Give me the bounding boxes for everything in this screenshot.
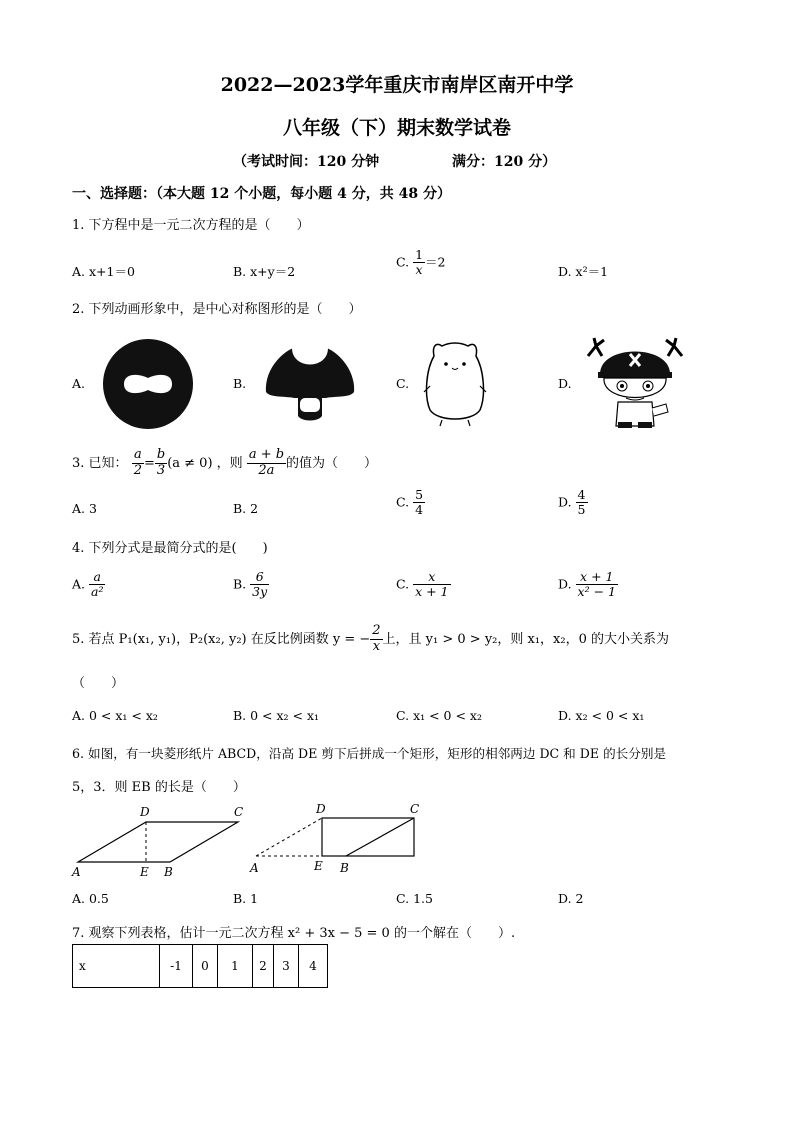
q3-c-fraction (413, 488, 425, 518)
exam-time: （考试时间：120 分钟 (233, 154, 380, 170)
q3-frac-b (155, 448, 167, 479)
q3-c-label: C. (396, 494, 410, 510)
q7-table (72, 944, 328, 988)
q2-label-d: D. (558, 376, 572, 391)
q3-f3-den: 2a (258, 462, 275, 478)
q3-option-b: B. 2 (233, 501, 259, 516)
q2-figure-d (582, 334, 688, 434)
q4-d-label: D. (558, 576, 572, 592)
q3-d-fraction (576, 488, 588, 518)
q4-option-a (72, 570, 105, 600)
q1-stem: 1. 下方程中是一元二次方程的是（ ） (72, 218, 310, 233)
q2-figure-b (262, 340, 358, 426)
q5-f-num: 2 (372, 623, 381, 638)
q4-a-num: a (89, 570, 105, 585)
q1-option-d: D. x²＝1 (558, 264, 609, 279)
q6-label-e1: E (140, 865, 149, 879)
q6-label-a2: A (250, 861, 259, 875)
q1-c-num: 1 (415, 247, 424, 262)
q3-c-num: 5 (415, 487, 424, 502)
q6-option-a: A. 0.5 (72, 891, 109, 906)
q4-b-num: 6 (250, 570, 269, 585)
q3-eq: = (143, 455, 155, 471)
q6-option-c: C. 1.5 (396, 891, 433, 906)
q7-cell: 4 (299, 945, 328, 988)
q4-d-num: x + 1 (576, 570, 618, 585)
q7-cell: 0 (193, 945, 218, 988)
q3-frac-c (247, 448, 286, 479)
q5-stem-a: 5. 若点 P₁(x₁, y₁)，P₂(x₂, y₂) 在反比例函数 y = − (72, 631, 371, 647)
q4-b-fraction (250, 570, 269, 600)
q7-cell-header: x (73, 945, 160, 988)
q2-figure-c (420, 336, 490, 428)
q6-option-d: D. 2 (558, 891, 584, 906)
q5-option-c: C. x₁ < 0 < x₂ (396, 708, 482, 723)
q7-stem: 7. 观察下列表格，估计一元二次方程 x² + 3x − 5 = 0 的一个解在（ ）. (72, 926, 516, 941)
q3-d-label: D. (558, 494, 572, 510)
q6-stem-line1: 6. 如图，有一块菱形纸片 ABCD，沿高 DE 剪下后拼成一个矩形，矩形的相邻两边 DC 和 DE 的长分别是 (72, 746, 667, 761)
q2-stem: 2. 下列动画形象中，是中心对称图形的是（ ） (72, 302, 362, 317)
q4-b-den: 3y (252, 584, 268, 600)
q7-cell: 3 (274, 945, 299, 988)
q4-option-d (558, 570, 618, 600)
q3-option-a: A. 3 (72, 501, 97, 516)
q4-stem: 4. 下列分式是最简分式的是( ) (72, 541, 268, 556)
q5-stem (72, 624, 669, 655)
q2-figure-a (102, 338, 194, 430)
q6-label-a1: A (72, 865, 81, 879)
q4-c-den: x + 1 (415, 584, 449, 600)
q7-cell: -1 (160, 945, 193, 988)
q4-c-fraction (413, 570, 450, 600)
q4-option-b (233, 570, 269, 600)
q3-c-den: 4 (415, 502, 424, 518)
full-score: 满分：120 分） (452, 154, 557, 170)
q3-d-den: 5 (577, 502, 586, 518)
q5-stem-paren: （ ） (72, 676, 125, 691)
q3-stem-mid: (a ≠ 0) ，则 (167, 455, 243, 471)
q5-option-a: A. 0 < x₁ < x₂ (72, 708, 158, 723)
q6-label-c1: C (234, 805, 244, 819)
q6-label-d1: D (140, 805, 150, 819)
q3-f2-den: 3 (156, 462, 166, 478)
section-heading: 一、选择题：（本大题 12 个小题，每小题 4 分，共 48 分） (72, 186, 451, 202)
q3-stem-pre: 3. 已知： (72, 455, 128, 471)
q4-c-label: C. (396, 576, 410, 592)
q1-c-tail: ＝2 (425, 254, 446, 270)
exam-title: 2022—2023学年重庆市南岸区南开中学 (220, 74, 574, 96)
q4-a-label: A. (72, 576, 86, 592)
q3-f1-num: a (132, 448, 144, 464)
q6-label-e2: E (314, 859, 323, 873)
q5-stem-b: 上，且 y₁ > 0 > y₂，则 x₁，x₂，0 的大小关系为 (382, 631, 669, 647)
q1-option-c (396, 248, 445, 278)
q6-label-c2: C (410, 802, 420, 816)
q4-b-label: B. (233, 576, 247, 592)
q1-option-b: B. x+y＝2 (233, 264, 296, 279)
q1-c-fraction (413, 248, 425, 278)
q2-label-a: A. (72, 376, 86, 391)
q7-cell: 1 (218, 945, 253, 988)
q4-a-den: a² (91, 584, 104, 600)
q4-option-c (396, 570, 451, 600)
q3-option-d (558, 488, 588, 518)
q5-option-d: D. x₂ < 0 < x₁ (558, 708, 645, 723)
q6-label-b1: B (164, 865, 173, 879)
table-row (73, 945, 328, 988)
q3-f2-num: b (156, 447, 166, 462)
q3-f3-num: a + b (248, 447, 285, 462)
q6-label-b2: B (340, 861, 349, 875)
q3-f1-den: 2 (133, 462, 142, 478)
q3-stem (72, 448, 377, 479)
q5-fraction (370, 624, 382, 655)
q1-c-den: x (415, 262, 423, 278)
q3-frac-a (132, 448, 144, 479)
q6-stem-line2: 5，3．则 EB 的长是（ ） (72, 780, 246, 795)
q1-option-a: A. x+1＝0 (72, 264, 135, 279)
exam-subtitle: 八年级（下）期末数学试卷 (282, 117, 511, 139)
q2-label-b: B. (233, 376, 247, 391)
q4-a-fraction (89, 570, 105, 600)
q4-c-num: x (413, 570, 450, 585)
q2-label-c: C. (396, 376, 410, 391)
q7-cell: 2 (253, 945, 274, 988)
q6-label-d2: D (316, 802, 326, 816)
q5-option-b: B. 0 < x₂ < x₁ (233, 708, 320, 723)
q3-d-num: 4 (577, 487, 586, 502)
q1-c-label: C. (396, 254, 410, 270)
q4-d-den: x² − 1 (577, 584, 616, 600)
q4-d-fraction (576, 570, 618, 600)
q3-stem-post: 的值为（ ） (286, 455, 378, 471)
q6-rhombus-figure (68, 798, 258, 880)
q3-option-c (396, 488, 425, 518)
q6-rectangle-figure (246, 798, 436, 880)
q6-option-b: B. 1 (233, 891, 259, 906)
q5-f-den: x (372, 638, 381, 654)
